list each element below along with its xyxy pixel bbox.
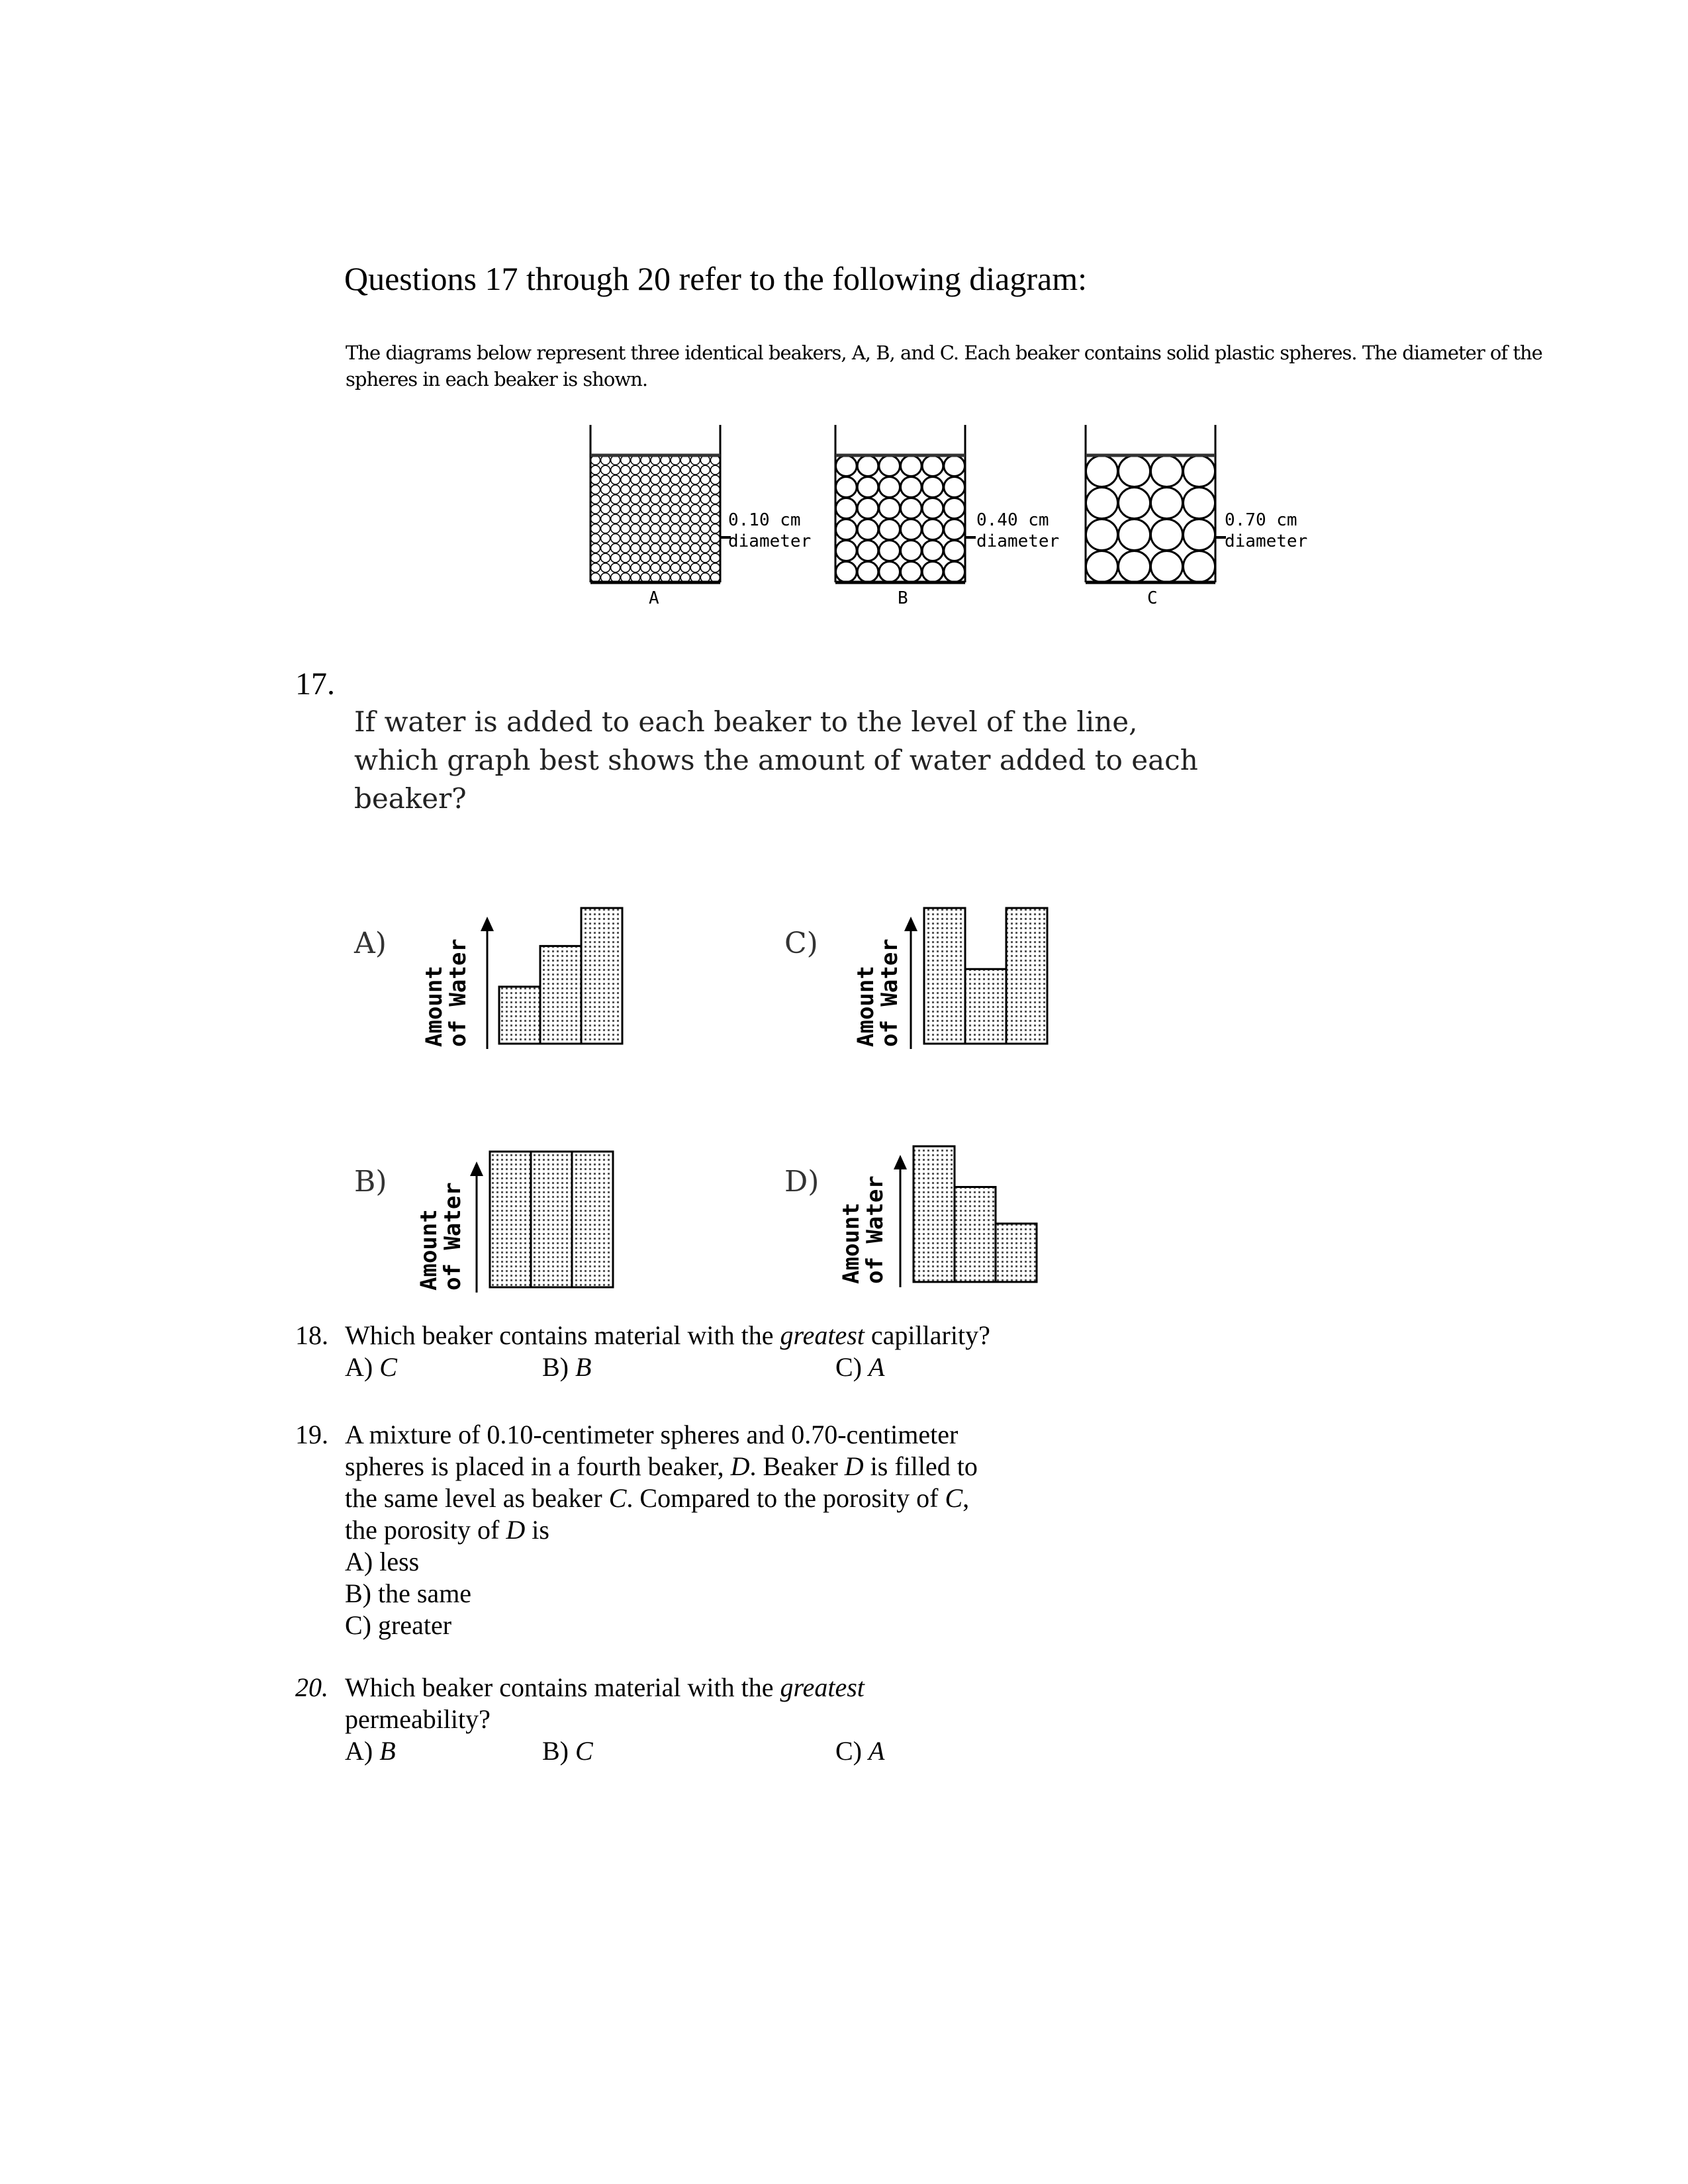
intro-line-2: spheres in each beaker is shown. xyxy=(346,368,648,390)
option-b-label[interactable]: B) xyxy=(354,1165,387,1199)
q20-number: 20. xyxy=(295,1672,328,1702)
bar-a xyxy=(914,1146,955,1282)
page-heading: Questions 17 through 20 refer to the following diagram: xyxy=(344,260,1087,297)
beaker-b-label: B xyxy=(898,588,908,608)
q17-line-3: beaker? xyxy=(354,782,467,815)
arrow-head-icon xyxy=(894,1155,907,1169)
graph-c-axis-label: Amount of Water xyxy=(853,938,903,1047)
option-c-label[interactable]: C) xyxy=(784,927,818,960)
bar-c xyxy=(572,1152,613,1287)
q19-number: 19. xyxy=(295,1420,328,1449)
bar-b xyxy=(540,946,581,1044)
bar-c xyxy=(996,1224,1037,1282)
q19-answer-c[interactable]: C) greater xyxy=(345,1610,452,1640)
q18-answer-b[interactable]: B) B xyxy=(542,1352,592,1382)
q17-line-2: which graph best shows the amount of water added to each xyxy=(354,744,1198,776)
bar-b xyxy=(531,1152,572,1287)
bar-a xyxy=(490,1152,531,1287)
q19-answer-a[interactable]: A) less xyxy=(345,1547,420,1576)
q19-answer-b[interactable]: B) the same xyxy=(345,1578,472,1608)
bar-c xyxy=(1006,908,1047,1044)
graph-d-axis-label: Amount of Water xyxy=(838,1175,888,1284)
q18-number: 18. xyxy=(295,1320,328,1350)
q17-line-1: If water is added to each beaker to the level of the line, xyxy=(354,705,1138,738)
bar-a xyxy=(924,908,965,1044)
arrow-head-icon xyxy=(470,1161,483,1176)
q20-question: Which beaker contains material with the greatest permeability? xyxy=(345,1672,865,1734)
q20-answer-a[interactable]: A) B xyxy=(345,1736,396,1766)
q18-question: Which beaker contains material with the greatest capillarity? xyxy=(345,1320,990,1350)
option-a-label[interactable]: A) xyxy=(354,927,387,960)
graph-b-axis-label: Amount of Water xyxy=(416,1182,466,1291)
beaker-c-label: C xyxy=(1147,588,1158,608)
bar-a xyxy=(499,987,540,1044)
beaker-b-diameter: 0.40 cm diameter xyxy=(976,510,1060,551)
beaker-c-diameter: 0.70 cm diameter xyxy=(1225,510,1308,551)
q19-question: A mixture of 0.10-centimeter spheres and 0.70-centimeter spheres is placed in a fourth beaker, D. Beaker D is filled to the same level as beaker C. Compared to the porosity of C, the porosity of D is A) less B) the same C) greater xyxy=(345,1420,978,1640)
q18-answer-c[interactable]: C) A xyxy=(835,1352,885,1382)
bar-b xyxy=(955,1187,996,1283)
bar-c xyxy=(581,908,622,1044)
option-d-label[interactable]: D) xyxy=(784,1165,820,1199)
q20-answer-c[interactable]: C) A xyxy=(835,1736,885,1766)
intro-line-1: The diagrams below represent three identical beakers, A, B, and C. Each beaker contains solid plastic spheres. The diameter of the xyxy=(346,341,1542,364)
arrow-head-icon xyxy=(481,917,494,931)
bar-b xyxy=(965,969,1006,1044)
arrow-head-icon xyxy=(904,917,917,931)
graph-a-axis-label: Amount of Water xyxy=(421,938,471,1047)
q20-answer-b[interactable]: B) C xyxy=(542,1736,593,1766)
q17-number: 17. xyxy=(295,666,335,702)
beaker-a-label: A xyxy=(649,588,659,608)
q18-answer-a[interactable]: A) C xyxy=(345,1352,397,1382)
beaker-a-diameter: 0.10 cm diameter xyxy=(728,510,812,551)
